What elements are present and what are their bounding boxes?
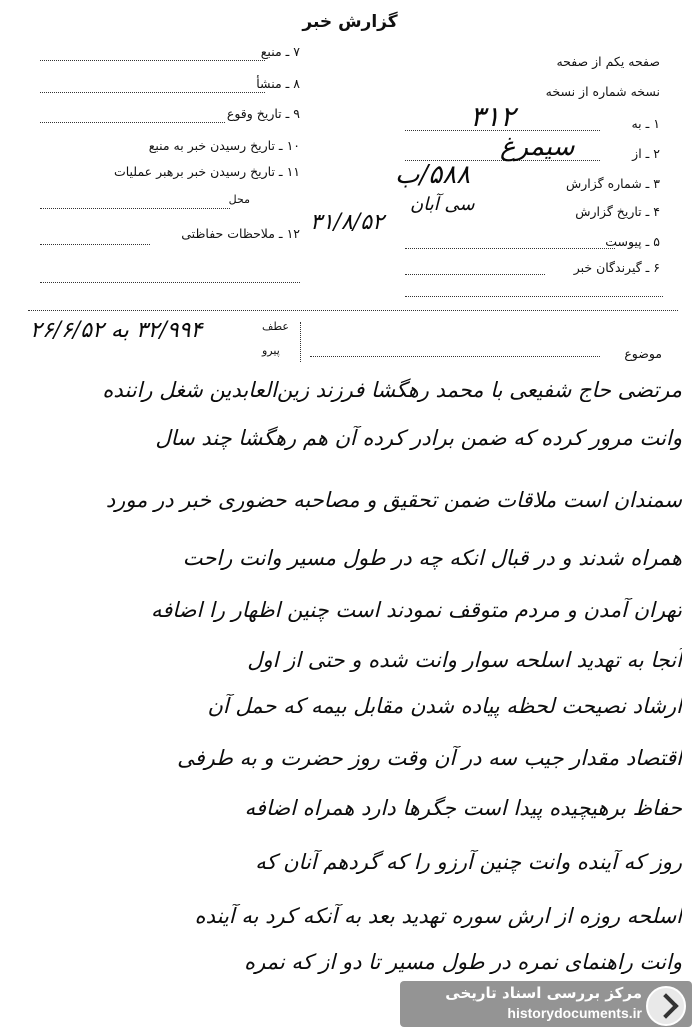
subject-label: موضوع xyxy=(624,346,662,361)
field-report-date: ۴ ـ تاریخ گزارش xyxy=(575,204,660,219)
field-attachment: ۵ ـ پیوست xyxy=(605,234,660,249)
body-line: وانت راهنمای نمره در طول مسیر تا دو از که نمره xyxy=(244,950,682,974)
stamp-divider xyxy=(300,322,301,362)
field-source-line xyxy=(40,60,265,61)
watermark-badge xyxy=(400,981,692,1027)
field-from: ۲ ـ از xyxy=(632,146,660,161)
field-security-notes: ۱۲ ـ ملاحظات حفاظتی xyxy=(181,226,300,241)
body-line: روز که آینده وانت چنین آرزو را که گردهم آنان که xyxy=(255,850,682,874)
field-page: صفحه یکم از صفحه xyxy=(556,54,660,69)
report-date-handwritten: سی آبان xyxy=(410,194,475,215)
watermark-name: مرکز بررسی اسناد تاریخی xyxy=(445,984,642,1002)
left-handwritten-date: ۳۱/۸/۵۲ xyxy=(310,210,384,235)
body-line: اسلحه روزه از ارش سوره تهدید بعد به آنکه کرد به آینده xyxy=(194,904,682,928)
subject-line xyxy=(310,356,600,357)
field-place-line xyxy=(40,208,230,209)
field-report-number: ۳ ـ شماره گزارش xyxy=(565,176,660,191)
field-security-line xyxy=(40,244,150,245)
header-divider xyxy=(28,310,678,311)
body-line: حفاظ برهیچیده پیدا است جگرها دارد همراه اضافه xyxy=(244,796,682,820)
field-place: محل xyxy=(228,193,250,206)
field-to: ۱ ـ به xyxy=(631,116,660,131)
field-occurrence-line xyxy=(40,122,225,123)
body-line: ارشاد نصیحت لحظه پیاده شدن مقابل بیمه که حمل آن xyxy=(207,694,682,718)
field-occurrence-date: ۹ ـ تاریخ وقوع xyxy=(226,106,300,121)
field-receipt-leader: ۱۱ ـ تاریخ رسیدن خبر برهبر عملیات xyxy=(113,164,300,179)
body-line: آنجا به تهدید اسلحه سوار وانت شده و حتی از اول xyxy=(247,648,682,672)
field-source: ۷ ـ منبع xyxy=(260,44,300,59)
body-line: سمندان است ملاقات ضمن تحقیق و مصاحبه حضوری خبر در مورد xyxy=(105,488,682,512)
field-origin: ۸ ـ منشأ xyxy=(256,76,300,91)
field-recipients: ۶ ـ گیرندگان خبر xyxy=(573,260,660,275)
body-line: تهران آمدن و مردم متوقف نمودند است چنین اظهار را اضافه xyxy=(150,598,682,622)
body-line: وانت مرور کرده که ضمن برادر کرده آن هم رهگشا چند سال xyxy=(155,426,682,450)
body-line: همراه شدند و در قبال انکه چه در طول مسیر وانت راحت xyxy=(182,546,682,570)
from-handwritten-value: سیمرغ xyxy=(500,132,575,162)
form-title: گزارش خبر xyxy=(302,12,398,32)
subject-reference-number: ۳۲/۹۹۴ به ۲۶/۶/۵۲ xyxy=(30,318,203,343)
watermark-site: historydocuments.ir xyxy=(507,1005,642,1021)
field-origin-line xyxy=(40,92,265,93)
field-attachment-line xyxy=(405,248,615,249)
stamp-follow-up: پیرو xyxy=(262,344,280,357)
report-number-handwritten: ۵۸۸/ب xyxy=(395,160,471,190)
body-line: اقتصاد مقدار جیب سه در آن وقت روز حضرت و به طرفی xyxy=(177,746,682,770)
to-handwritten-value: ۳۱۲ xyxy=(470,100,516,133)
field-copy-number: نسخه شماره از نسخه xyxy=(545,84,660,99)
body-line: مرتضی حاج شفیعی با محمد رهگشا فرزند زین‌العابدین شغل راننده xyxy=(102,378,682,402)
field-receipt-source: ۱۰ ـ تاریخ رسیدن خبر به منبع xyxy=(148,138,300,153)
right-bottom-line xyxy=(405,296,663,297)
stamp-reference: عطف xyxy=(262,320,289,333)
field-recipients-line xyxy=(405,274,545,275)
archive-logo-icon xyxy=(646,986,686,1026)
left-bottom-line xyxy=(40,282,300,283)
